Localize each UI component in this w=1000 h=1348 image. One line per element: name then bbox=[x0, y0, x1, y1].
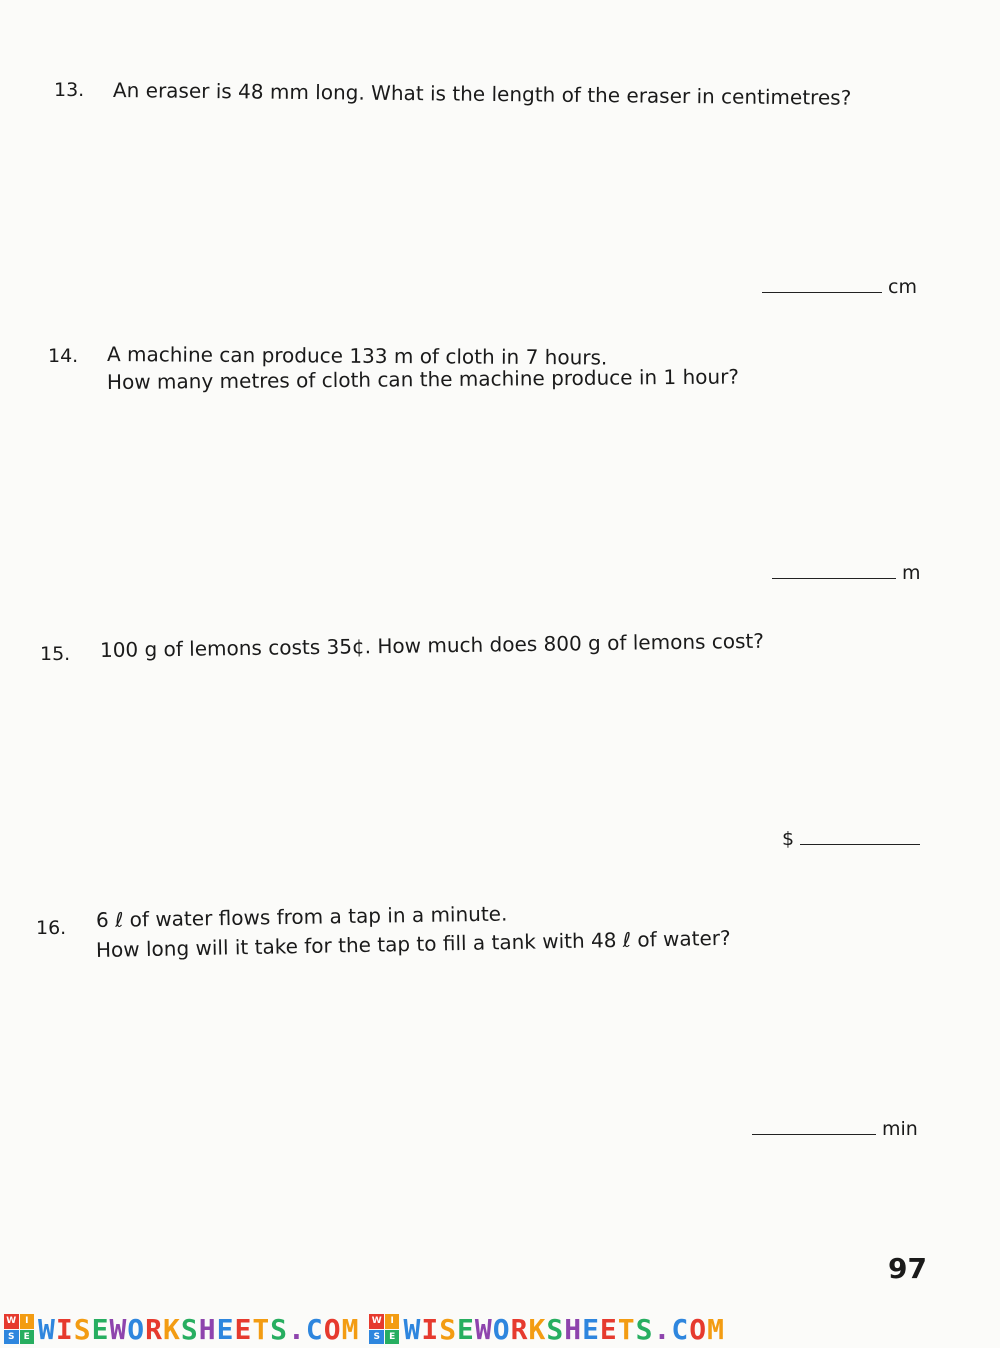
watermark-group-2 bbox=[369, 1313, 724, 1346]
answer-line bbox=[762, 292, 882, 293]
answer-line bbox=[772, 578, 896, 579]
logo-letter: S bbox=[369, 1330, 384, 1345]
question-number: 13. bbox=[54, 79, 85, 101]
answer-blank-15[interactable] bbox=[782, 828, 932, 852]
answer-prefix: $ bbox=[782, 828, 795, 850]
answer-unit: cm bbox=[888, 276, 917, 298]
footer-watermark bbox=[0, 1310, 1000, 1348]
question-number: 15. bbox=[40, 643, 71, 665]
logo-letter: E bbox=[385, 1330, 400, 1345]
answer-line bbox=[800, 844, 920, 845]
question-text: 100 g of lemons costs 35¢. How much does 800 g of lemons cost? bbox=[99, 628, 765, 662]
watermark-text: WISEWORKSHEETS.COM bbox=[403, 1312, 725, 1346]
question-text: An eraser is 48 mm long. What is the length of the eraser in centimetres? bbox=[112, 78, 852, 110]
answer-line bbox=[752, 1134, 876, 1135]
question-number: 16. bbox=[36, 917, 67, 939]
logo-letter: W bbox=[4, 1314, 19, 1329]
answer-unit: m bbox=[902, 562, 921, 584]
answer-unit: min bbox=[882, 1118, 918, 1140]
watermark-text: WISEWORKSHEETS.COM bbox=[38, 1312, 360, 1346]
answer-blank-14[interactable] bbox=[772, 562, 932, 586]
question-number: 14. bbox=[48, 345, 79, 367]
question-text-line-1: 6 ℓ of water flows from a tap in a minute. bbox=[95, 901, 508, 932]
wise-logo-icon bbox=[4, 1314, 34, 1344]
logo-letter: I bbox=[385, 1314, 400, 1329]
wise-logo-icon bbox=[369, 1314, 399, 1344]
watermark-group-1 bbox=[4, 1313, 359, 1346]
page-number: 97 bbox=[888, 1252, 927, 1285]
answer-blank-13[interactable] bbox=[762, 276, 922, 300]
logo-letter: S bbox=[4, 1330, 19, 1345]
logo-letter: I bbox=[20, 1314, 35, 1329]
question-text-line-2: How long will it take for the tap to fill a tank with 48 ℓ of water? bbox=[95, 925, 731, 962]
question-text-line-1: A machine can produce 133 m of cloth in 7 hours. bbox=[106, 342, 608, 370]
logo-letter: E bbox=[20, 1330, 35, 1345]
logo-letter: W bbox=[369, 1314, 384, 1329]
answer-blank-16[interactable] bbox=[752, 1118, 932, 1142]
question-text-line-2: How many metres of cloth can the machine produce in 1 hour? bbox=[106, 364, 740, 394]
